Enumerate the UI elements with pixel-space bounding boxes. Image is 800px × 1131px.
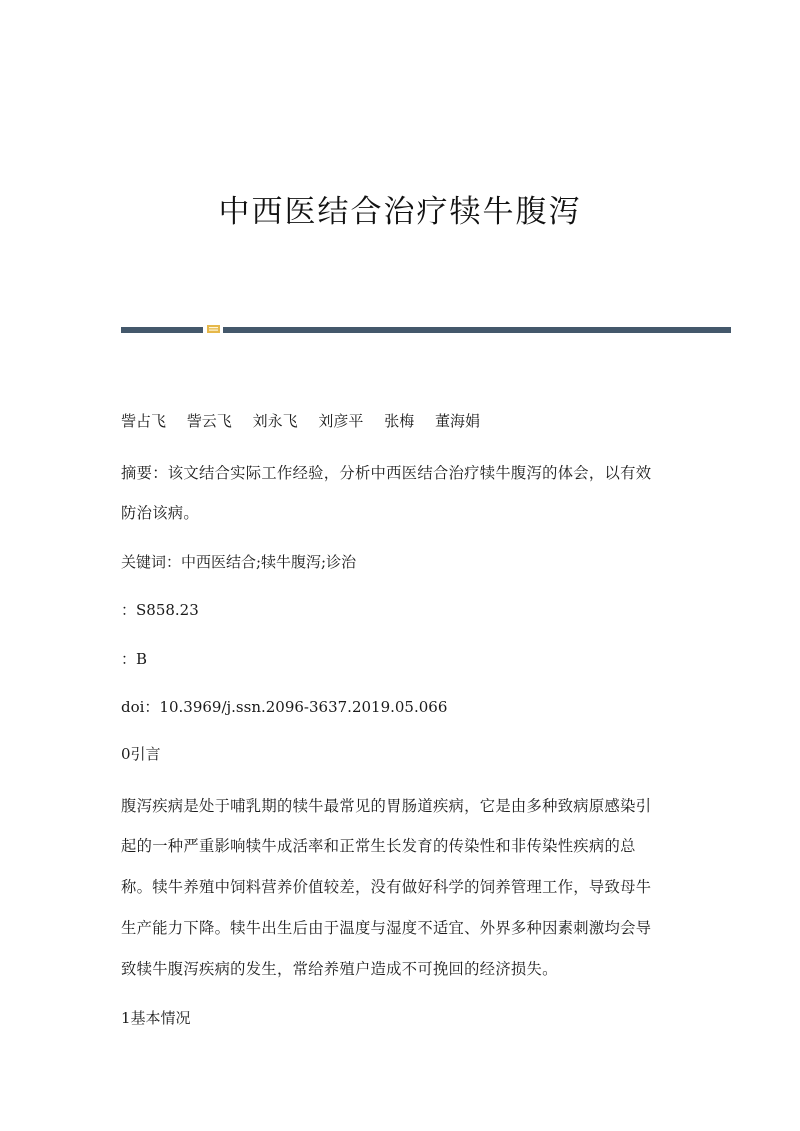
page-title: 中西医结合治疗犊牛腹泻 bbox=[218, 194, 582, 230]
intro-line: 生产能力下降。犊牛出生后由于温度与湿度不适宜、外界多种因素刺激均会导 bbox=[121, 919, 652, 937]
title-divider bbox=[121, 324, 731, 334]
abstract-line: 防治该病。 bbox=[121, 504, 199, 522]
author: 董海娟 bbox=[434, 412, 480, 430]
author: 訾占飞 bbox=[121, 412, 167, 430]
section-heading-basic-info: 1基本情况 bbox=[121, 1009, 191, 1027]
author: 刘彦平 bbox=[318, 412, 364, 430]
ornament-icon bbox=[207, 324, 220, 334]
author: 张梅 bbox=[384, 412, 415, 430]
intro-line: 称。犊牛养殖中饲料营养价值较差，没有做好科学的饲养管理工作，导致母牛 bbox=[121, 878, 652, 896]
author: 刘永飞 bbox=[252, 412, 298, 430]
keywords: 关键词：中西医结合;犊牛腹泻;诊治 bbox=[121, 553, 357, 571]
divider-right-bar bbox=[223, 327, 731, 333]
intro-line: 起的一种严重影响犊牛成活率和正常生长发育的传染性和非传染性疾病的总 bbox=[121, 837, 636, 855]
doi: doi：10.3969/j.ssn.2096-3637.2019.05.066 bbox=[121, 698, 448, 716]
intro-line: 腹泻疾病是处于哺乳期的犊牛最常见的胃肠道疾病，它是由多种致病原感染引 bbox=[121, 797, 652, 815]
document-code: ：B bbox=[121, 650, 148, 668]
section-heading-introduction: 0引言 bbox=[121, 745, 161, 763]
intro-line: 致犊牛腹泻疾病的发生，常给养殖户造成不可挽回的经济损失。 bbox=[121, 960, 558, 978]
classification-number: ：S858.23 bbox=[121, 601, 199, 619]
author-list bbox=[121, 410, 494, 431]
author: 訾云飞 bbox=[186, 412, 232, 430]
divider-left-bar bbox=[121, 327, 203, 333]
abstract-line: 摘要：该文结合实际工作经验，分析中西医结合治疗犊牛腹泻的体会，以有效 bbox=[121, 464, 652, 482]
